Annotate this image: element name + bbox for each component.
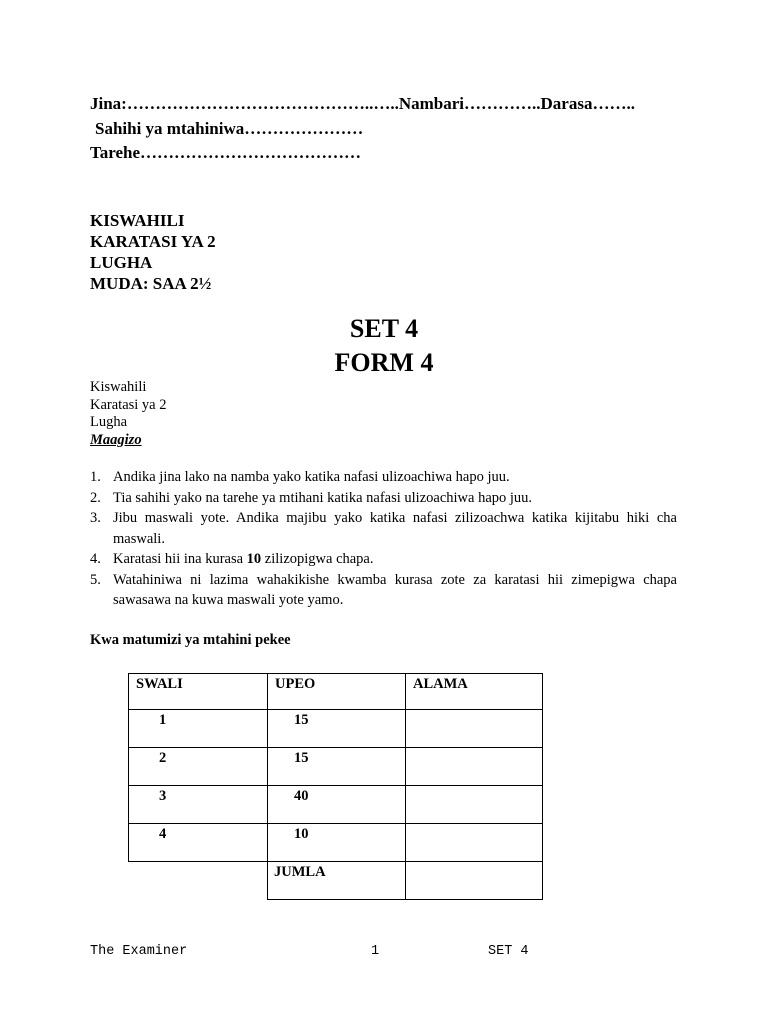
list-item	[90, 549, 677, 570]
total-label: JUMLA	[268, 862, 406, 900]
alama-cell[interactable]	[406, 824, 543, 862]
swali-cell: 2	[129, 748, 268, 786]
swali-cell: 4	[129, 824, 268, 862]
candidate-details-line: Jina:……………………………………..…..Nambari…………..Darasa……..	[90, 94, 635, 113]
swali-cell: 1	[129, 710, 268, 748]
swali-cell: 3	[129, 786, 268, 824]
upeo-cell: 15	[268, 748, 406, 786]
subject-block	[90, 210, 216, 294]
item-text: Andika jina lako na namba yako katika nafasi ulizoachiwa hapo juu.	[113, 469, 510, 485]
total-cell[interactable]	[406, 862, 543, 900]
table-row	[129, 748, 543, 786]
paper-number: KARATASI YA 2	[90, 232, 216, 251]
list-item	[90, 570, 677, 611]
repeat-paper: Karatasi ya 2	[90, 396, 167, 413]
alama-cell[interactable]	[406, 786, 543, 824]
instructions-list	[90, 467, 677, 611]
item-text: Watahiniwa ni lazima wahakikishe kwamba kurasa zote za karatasi hii zimepigwa chapa sawasawa na kuwa maswali yote yamo.	[113, 571, 677, 608]
table-row	[129, 824, 543, 862]
alama-cell[interactable]	[406, 748, 543, 786]
item-number: 5.	[90, 571, 101, 588]
item-text: Jibu maswali yote. Andika majibu yako katika nafasi zilizoachwa katika kijitabu hiki cha maswali.	[113, 510, 677, 547]
table-total-row	[129, 862, 543, 900]
item-number: 3.	[90, 510, 101, 526]
list-item	[90, 488, 677, 509]
list-item	[90, 467, 677, 488]
table-header-row	[129, 674, 543, 710]
repeat-block	[90, 379, 167, 449]
item-text-post: zilizopigwa chapa.	[261, 551, 374, 567]
repeat-area: Lugha	[90, 414, 128, 430]
upeo-cell: 10	[268, 824, 406, 862]
upeo-cell: 40	[268, 786, 406, 824]
subject-area: LUGHA	[90, 253, 153, 272]
page-count: 10	[246, 551, 262, 567]
empty-cell	[129, 862, 268, 900]
alama-cell[interactable]	[406, 710, 543, 748]
item-number: 4.	[90, 551, 101, 567]
exam-duration: MUDA: SAA 2½	[90, 274, 212, 293]
page-number: 1	[371, 944, 380, 959]
list-item	[90, 508, 677, 549]
examiner-use-label: Kwa matumizi ya mtahini pekee	[90, 632, 291, 648]
header-upeo: UPEO	[268, 674, 406, 710]
footer-left: The Examiner	[90, 944, 188, 959]
signature-line: Sahihi ya mtahiniwa…………………	[95, 119, 364, 138]
item-number: 2.	[90, 489, 101, 506]
set-title: SET 4	[349, 314, 419, 343]
instructions-heading: Maagizo	[90, 431, 142, 448]
header-alama: ALAMA	[406, 674, 543, 710]
footer-right: SET 4	[488, 944, 529, 959]
subject-name: KISWAHILI	[90, 211, 185, 230]
item-text: Tia sahihi yako na tarehe ya mtihani katika nafasi ulizoachiwa hapo juu.	[113, 489, 533, 506]
repeat-subject: Kiswahili	[90, 379, 147, 395]
form-title: FORM 4	[334, 348, 434, 377]
item-text-pre: Karatasi hii ina kurasa	[113, 551, 247, 567]
table-row	[129, 710, 543, 748]
item-number: 1.	[90, 469, 101, 485]
marks-table	[128, 673, 543, 900]
header-swali: SWALI	[129, 674, 268, 710]
table-row	[129, 786, 543, 824]
upeo-cell: 15	[268, 710, 406, 748]
date-line: Tarehe…………………………………	[90, 143, 362, 162]
